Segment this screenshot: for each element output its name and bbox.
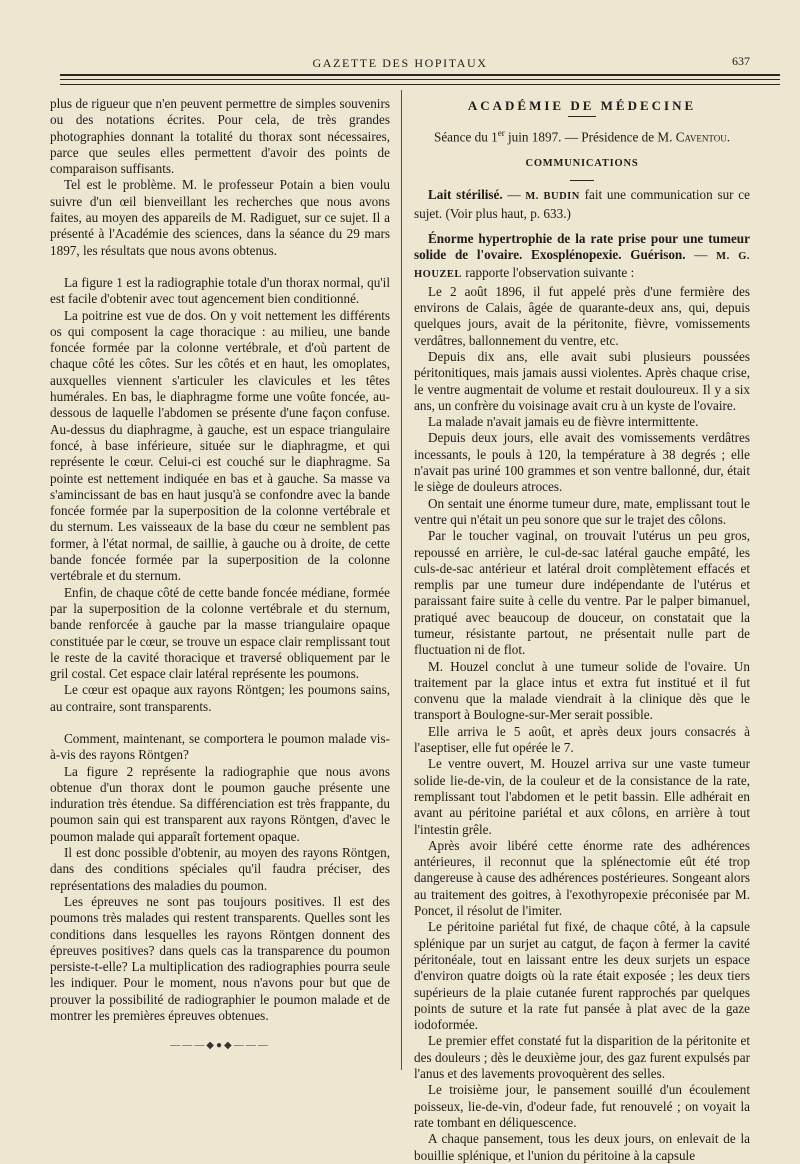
- paragraph: Le 2 août 1896, il fut appelé près d'une fermière des environs de Calais, âgée de quarante-deux ans, qui, depuis quelques jours, avait de la péritonite, fièvre, vomissements verdâtres, ballonnement du ventre, etc.: [414, 283, 750, 348]
- paragraph: Depuis deux jours, elle avait des vomissements verdâtres incessants, le pouls à 120, la température à 38 degrés ; elle n'avait pas uriné 100 grammes et son ventre ballonné, dur, était le siège de douleurs atroces.: [414, 430, 750, 495]
- header-rule: [60, 84, 780, 85]
- paragraph: Enfin, de chaque côté de cette bande foncée médiane, formée par la superposition de la colonne vertébrale et du sternum, bande renforcée à gauche par la masse triangulaire opaque constituée par le cœur, se trouve un espace clair remplissant tout le reste de la cavité thoracique et traversé obliquement par le gril costal. Cet espace clair latéral représente les poumons.: [50, 584, 390, 682]
- paragraph: La figure 2 représente la radiographie que nous avons obtenue d'un thorax dont le poumon gauche présente une induration très étendue. Sa différenciation est très frappante, du poumon sain qui est transparent aux rayons Röntgen, d'avec le poumon malade qui apparaît fortement opaque.: [50, 763, 390, 844]
- paragraph: Par le toucher vaginal, on trouvait l'utérus un peu gros, repoussé en arrière, le cul-de-sac latéral gauche empâté, les culs-de-sac antérieur et latéral droit complètement effacés et remplis par une tumeur dure indépendante de l'utérus et paraissant faire suite à celle du ventre. Par le palper bimanuel, pratiqué avec beaucoup de douceur, on constatait que la tumeur, résistante partout, ne présentait nulle part de fluctuation ni de flot.: [414, 528, 750, 658]
- communication-rate: Énorme hypertrophie de la rate prise pour une tumeur solide de l'ovaire. Exosplénopexie. Guérison. — M. G. HOUZEL rapporte l'observation suivante :: [414, 230, 751, 281]
- section-rule: [568, 116, 596, 117]
- paragraph: Le troisième jour, le pansement souillé d'un écoulement poisseux, lie-de-vin, d'odeur fade, fut renouvelé ; on voyait la rate tombant en déliquescence.: [414, 1082, 750, 1130]
- page-number: 637: [732, 54, 750, 68]
- right-column: [414, 98, 750, 1164]
- journal-title: GAZETTE DES HOPITAUX: [312, 56, 488, 70]
- paragraph: Le ventre ouvert, M. Houzel arriva sur une vaste tumeur solide lie-de-vin, de la couleur et de la consistance de la rate, remplissant tout l'abdomen et le petit bassin. Elle adhérait en avant au péritoine pariétal et aux côlons, en arrière à tout l'intestin grêle.: [414, 756, 750, 837]
- paragraph: Tel est le problème. M. le professeur Potain a bien voulu suivre d'un œil bienveillant les recherches que nous avons faites, au moyen des appareils de M. Radiguet, sur ce sujet. Il a présenté à l'Académie des sciences, dans la séance du 29 mars 1897, les résultats que nous avons obtenus.: [50, 177, 390, 258]
- paragraph: La poitrine est vue de dos. On y voit nettement les différents os qui composent la cage thoracique : au milieu, une bande foncée formée par la colonne vertébrale, et d'où partent de chaque côté les côtes. Sur les côtés et en haut, les omoplates, auxquelles viennent s'articuler les clavicules et les têtes humérales. En bas, le diaphragme forme une voûte foncée, au-dessous de laquelle l'abdomen se présente d'une façon confuse. Au-dessus du diaphragme, à gauche, est un espace triangulaire foncé, à base inférieure, située sur le diaphragme, et qui représente le cœur. Celui-ci est couché sur le diaphragme. Sa pointe est nettement indiquée en bas et à gauche. Sa masse va s'amincissant de bas en haut jusqu'à se confondre avec la bande foncée formée par la superposition de la colonne vertébrale et du sternum. Les vaisseaux de la base du cœur ne semblent pas former, à l'état normal, de saillie, à gauche ou à droite, de cette bande foncée formée par la superposition de la colonne vertébrale et du sternum.: [50, 307, 390, 584]
- paragraph: Le cœur est opaque aux rayons Röntgen; les poumons sains, au contraire, sont transparents.: [50, 682, 390, 714]
- subheading-rule: [570, 180, 594, 181]
- paragraph: La figure 1 est la radiographie totale d'un thorax normal, qu'il est facile d'obtenir avec tout agencement bien conditionné.: [50, 274, 390, 307]
- end-ornament: ———◆●◆———: [170, 1040, 270, 1052]
- header-rule: [60, 79, 780, 80]
- left-column: [50, 96, 390, 1055]
- paragraph: On sentait une énorme tumeur dure, mate, emplissant tout le ventre qui n'était un peu sonore que sur le trajet des côlons.: [414, 495, 750, 527]
- seance-line: Séance du 1er juin 1897. — Présidence de M. Caventou.: [433, 128, 731, 145]
- paragraph: A chaque pansement, tous les deux jours, on enlevait de la bouillie splénique, et l'union du péritoine à la capsule: [414, 1131, 750, 1163]
- paragraph: Les épreuves ne sont pas toujours positives. Il est des poumons très malades qui restent transparents. Quelles sont les conditions dans lesquelles les rayons Röntgen donnent des épreuves positives? dans quels cas la transparence du poumon persiste-t-elle? La multiplication des radiographies pourra seule les indiquer. Pour le moment, nous n'avons pour but que de prouver la possibilité de radiographier le poumon malade et de montrer les premières épreuves obtenues.: [50, 893, 390, 1024]
- column-divider: [401, 90, 402, 1070]
- header-rule: [60, 74, 780, 76]
- paragraph: Il est donc possible d'obtenir, au moyen des rayons Röntgen, dans des conditions spéciales qu'il faudra préciser, des représentations des maladies du poumon.: [50, 845, 390, 893]
- paragraph: Comment, maintenant, se comportera le poumon malade vis-à-vis des rayons Röntgen?: [50, 730, 390, 763]
- paragraph: Après avoir libéré cette énorme rate des adhérences antérieures, il reconnut que la splénectomie eût été trop dangereuse à cause des adhérences postérieures. Songeant alors au traitement des goitres, à l'exothyropexie préconisée par M. Poncet, il résolut de l'imiter.: [414, 837, 750, 919]
- paragraph: plus de rigueur que n'en peuvent permettre de simples souvenirs ou des notations écrites. Pour cela, de très grandes photographies donnant la totalité du thorax sont nécessaires, parce que seules elles permettent d'avoir des points de comparaison suffisants.: [50, 96, 390, 177]
- paragraph: Le péritoine pariétal fut fixé, de chaque côté, à la capsule splénique par un surjet au catgut, de façon à fermer la cavité péritonéale, tout en laissant entre les deux surjets un espace d'environ quatre doigts où la rate était exposée ; les deux tiers supérieurs de la plaie cutanée furent rapprochés par quelques points de suture et la rate fut pansée à plat avec de la gaze iodoformée.: [414, 919, 750, 1033]
- subheading: COMMUNICATIONS: [525, 157, 639, 169]
- paragraph: La malade n'avait jamais eu de fièvre intermittente.: [428, 414, 699, 430]
- paragraph: Depuis dix ans, elle avait subi plusieurs poussées péritonitiques, mais jamais aussi violentes. Après chaque crise, le ventre augmentait de volume et restait douloureux. Il y a six ans, un confrère du voisinage avait cru à un kyste de l'ovaire.: [414, 348, 750, 413]
- paragraph: Elle arriva le 5 août, et après deux jours consacrés à l'aseptiser, elle fut opérée le 7.: [414, 723, 750, 756]
- page-header: [40, 56, 760, 74]
- paragraph: Le premier effet constaté fut la disparition de la péritonite et des douleurs ; dès le deuxième jour, des gaz furent expulsés par l'anus et des lavements provoquèrent des selles.: [414, 1033, 750, 1082]
- communication-lait: Lait stérilisé. — M. BUDIN fait une communication sur ce sujet. (Voir plus haut, p. 633.): [414, 187, 751, 221]
- paragraph: M. Houzel conclut à une tumeur solide de l'ovaire. Un traitement par la glace intus et extra fut institué et il fut convenu que la malade viendrait à la clinique dès que le transport à Boulogne-sur-Mer serait possible.: [414, 658, 750, 723]
- section-title: ACADÉMIE DE MÉDECINE: [467, 98, 697, 113]
